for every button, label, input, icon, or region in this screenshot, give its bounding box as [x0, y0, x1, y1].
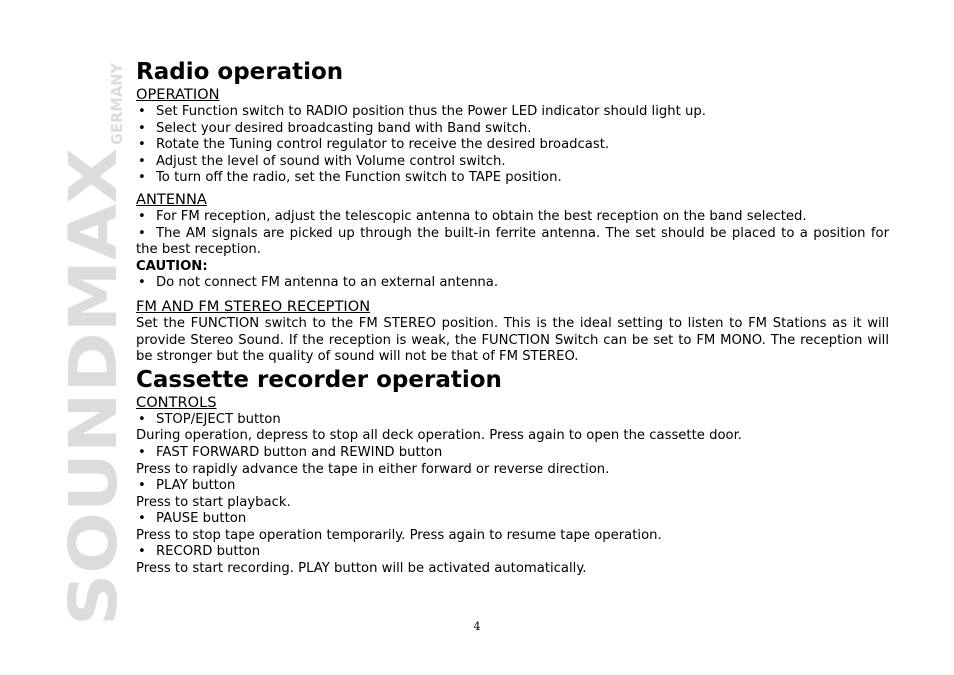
control-description: Press to start playback. — [136, 494, 291, 510]
list-item: • To turn off the radio, set the Function switch to TAPE position. — [136, 170, 889, 187]
controls-heading: CONTROLS — [136, 393, 217, 411]
operation-heading: OPERATION — [136, 86, 220, 103]
fm-paragraph: Set the FUNCTION switch to the FM STEREO position. This is the ideal setting to listen to FM Stations as it will provide Stereo Sound. If the reception is weak, the FUNCTION Switch can be set to FM MONO. The reception will be stronger but the quality of sound will not be that of FM STEREO. — [136, 315, 889, 365]
list-item: • Select your desired broadcasting band with Band switch. — [136, 121, 889, 138]
control-name: • RECORD button — [136, 544, 889, 561]
page-number: 4 — [473, 620, 481, 633]
control-name: • FAST FORWARD button and REWIND button — [136, 445, 889, 462]
list-item: • Adjust the level of sound with Volume control switch. — [136, 154, 889, 171]
control-description: Press to start recording. PLAY button will be activated automatically. — [136, 561, 587, 577]
fm-heading: FM AND FM STEREO RECEPTION — [136, 297, 371, 315]
cassette-title: Cassette recorder operation — [136, 366, 502, 393]
list-item: • Do not connect FM antenna to an external antenna. — [136, 275, 889, 292]
control-description: During operation, depress to stop all deck operation. Press again to open the cassette door. — [136, 428, 742, 444]
antenna-heading: ANTENNA — [136, 190, 207, 208]
control-description: Press to rapidly advance the tape in either forward or reverse direction. — [136, 461, 610, 477]
brand-name: SOUNDMAX — [56, 191, 126, 626]
list-item: • Set Function switch to RADIO position thus the Power LED indicator should light up. — [136, 104, 889, 121]
list-item: • For FM reception, adjust the telescopic antenna to obtain the best reception on the band selected. — [136, 209, 889, 226]
radio-title: Radio operation — [136, 59, 344, 85]
control-name: • STOP/EJECT button — [136, 412, 889, 429]
brand-country: GERMANY — [108, 60, 126, 145]
list-item: • Rotate the Tuning control regulator to receive the desired broadcast. — [136, 137, 889, 154]
manual-content — [136, 58, 889, 578]
list-item: • The AM signals are picked up through the built-in ferrite antenna. The set should be placed to a position for the best reception. — [136, 226, 889, 259]
caution-label: CAUTION: — [136, 258, 208, 274]
control-description: Press to stop tape operation temporarily. Press again to resume tape operation. — [136, 527, 662, 543]
control-name: • PLAY button — [136, 478, 889, 495]
soundmax-logo-watermark — [56, 60, 126, 626]
control-name: • PAUSE button — [136, 511, 889, 528]
